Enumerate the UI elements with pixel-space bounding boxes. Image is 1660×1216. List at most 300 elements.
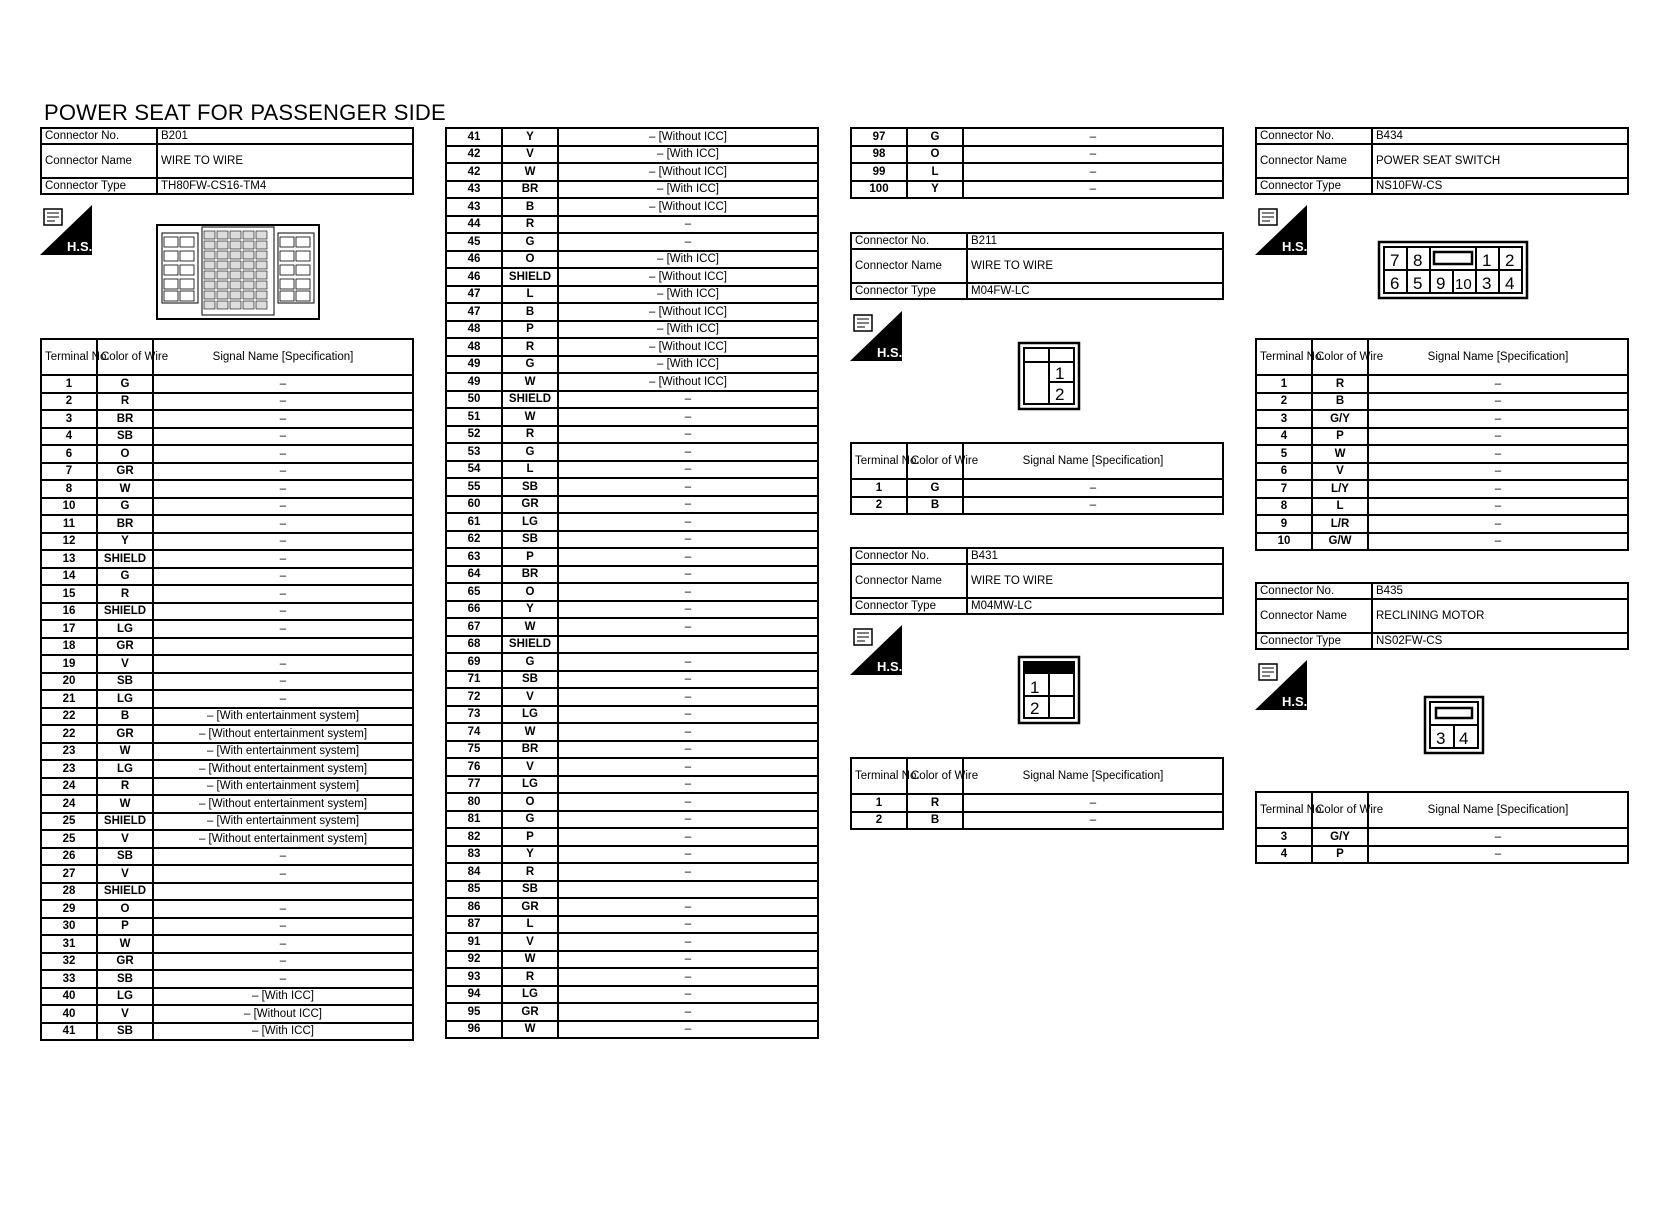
wire-color-cell: G [97, 568, 153, 586]
hs-label: H.S. [1282, 694, 1308, 709]
table-row [446, 793, 818, 811]
wire-color-cell: L [1312, 498, 1368, 516]
wire-color-cell: V [97, 655, 153, 673]
signal-name-cell: – [With ICC] [558, 356, 818, 374]
wire-color-cell: W [502, 373, 558, 391]
wire-color-cell: BR [502, 566, 558, 584]
terminal-no-cell: 61 [446, 513, 502, 531]
terminal-no-cell: 3 [1256, 828, 1312, 846]
signal-name-cell: – [1368, 445, 1628, 463]
table-row [41, 585, 413, 603]
signal-name-cell: – [Without entertainment system] [153, 795, 413, 813]
wire-color-cell: O [907, 146, 963, 164]
table-row [446, 478, 818, 496]
table-row [446, 513, 818, 531]
terminal-no-cell: 87 [446, 916, 502, 934]
wire-color-cell: Y [502, 846, 558, 864]
signal-name-cell: – [153, 848, 413, 866]
terminal-no-cell: 43 [446, 198, 502, 216]
table-row [446, 531, 818, 549]
table-row [446, 951, 818, 969]
wire-color-cell: B [907, 497, 963, 515]
table-row [446, 128, 818, 146]
table-row [41, 953, 413, 971]
wire-color-cell: G [907, 479, 963, 497]
signal-name-cell: – [1368, 828, 1628, 846]
signal-name-cell: – [558, 846, 818, 864]
wire-color-cell: SHIELD [502, 636, 558, 654]
terminal-no-cell: 96 [446, 1021, 502, 1039]
table-row [446, 1003, 818, 1021]
terminal-no-cell: 9 [1256, 515, 1312, 533]
table-row [41, 533, 413, 551]
table-row [41, 760, 413, 778]
terminal-no-cell: 64 [446, 566, 502, 584]
table-row [446, 163, 818, 181]
pin-label: 1 [1030, 678, 1040, 697]
table-row [446, 601, 818, 619]
signal-name-cell: – [153, 585, 413, 603]
wire-color-cell: G/Y [1312, 410, 1368, 428]
signal-name-cell: – [Without ICC] [558, 163, 818, 181]
terminal-no-cell: 45 [446, 233, 502, 251]
signal-name-cell: – [153, 568, 413, 586]
wire-color-cell: L/R [1312, 515, 1368, 533]
wire-color-cell: LG [502, 513, 558, 531]
b435-header [1255, 582, 1629, 650]
signal-name-cell: – [153, 690, 413, 708]
terminal-no-cell: 10 [1256, 533, 1312, 551]
table-row [1256, 445, 1628, 463]
table-row [851, 479, 1223, 497]
terminal-no-cell: 25 [41, 830, 97, 848]
signal-name-cell: – [With ICC] [153, 988, 413, 1006]
connector-no-label: Connector No. [1256, 583, 1372, 599]
table-row [446, 583, 818, 601]
signal-name-cell: – [With entertainment system] [153, 813, 413, 831]
signal-name-cell [558, 636, 818, 654]
signal-name-cell: – [558, 601, 818, 619]
terminal-no-cell: 81 [446, 811, 502, 829]
table-row [1256, 428, 1628, 446]
pin-label: 1 [1482, 251, 1492, 270]
terminal-no-cell: 16 [41, 603, 97, 621]
terminal-no-cell: 46 [446, 251, 502, 269]
wire-color-cell: GR [97, 953, 153, 971]
wire-color-cell: B [502, 303, 558, 321]
terminal-no-cell: 33 [41, 970, 97, 988]
signal-name-header: Signal Name [Specification] [963, 443, 1223, 479]
terminal-no-cell: 50 [446, 391, 502, 409]
table-row [446, 268, 818, 286]
wire-color-cell: Y [97, 533, 153, 551]
wire-color-cell: G [502, 653, 558, 671]
table-row [446, 706, 818, 724]
terminal-no-cell: 72 [446, 688, 502, 706]
color-of-wire-header: Color of Wire [907, 758, 963, 794]
signal-name-cell: – [558, 478, 818, 496]
table-row [446, 233, 818, 251]
terminal-no-cell: 99 [851, 163, 907, 181]
connector-no-value: B211 [967, 233, 1223, 249]
terminal-no-cell: 5 [1256, 445, 1312, 463]
table-row [41, 620, 413, 638]
signal-name-cell: – [558, 863, 818, 881]
table-row [41, 690, 413, 708]
connector-no-label: Connector No. [851, 233, 967, 249]
wire-color-cell: W [502, 408, 558, 426]
signal-name-cell: – [153, 428, 413, 446]
table-row [41, 935, 413, 953]
table-row [446, 146, 818, 164]
signal-name-cell: – [558, 968, 818, 986]
wire-color-cell: P [502, 548, 558, 566]
wire-color-cell: SHIELD [97, 550, 153, 568]
terminal-no-cell: 4 [41, 428, 97, 446]
signal-name-cell: – [With ICC] [558, 286, 818, 304]
terminal-no-cell: 47 [446, 286, 502, 304]
table-row [41, 778, 413, 796]
wire-color-cell: V [502, 933, 558, 951]
table-row [41, 375, 413, 393]
table-row [1256, 498, 1628, 516]
pin-label: 7 [1390, 251, 1400, 270]
wire-color-cell: SB [502, 531, 558, 549]
signal-name-cell: – [1368, 480, 1628, 498]
terminal-no-cell: 23 [41, 760, 97, 778]
wire-color-cell: GR [97, 638, 153, 656]
connector-no-value: B435 [1372, 583, 1628, 599]
wire-color-cell: O [502, 583, 558, 601]
color-of-wire-header: Color of Wire [1312, 339, 1368, 375]
connector-type-value: M04MW-LC [967, 598, 1223, 614]
b201-terminal-table-end [850, 127, 1224, 199]
pin-label: 3 [1436, 729, 1446, 748]
connector-name-value: WIRE TO WIRE [157, 144, 413, 178]
table-row [446, 251, 818, 269]
wire-color-cell: LG [97, 690, 153, 708]
terminal-no-cell: 67 [446, 618, 502, 636]
table-row [41, 428, 413, 446]
terminal-no-cell: 82 [446, 828, 502, 846]
terminal-no-cell: 94 [446, 986, 502, 1004]
signal-name-cell: – [Without ICC] [558, 338, 818, 356]
wire-color-cell: LG [502, 986, 558, 1004]
table-row [41, 970, 413, 988]
connector-type-value: M04FW-LC [967, 283, 1223, 299]
terminal-no-cell: 74 [446, 723, 502, 741]
table-row [41, 393, 413, 411]
signal-name-cell: – [558, 741, 818, 759]
wire-color-cell: G/W [1312, 533, 1368, 551]
connector-name-label: Connector Name [1256, 144, 1372, 178]
table-row [446, 373, 818, 391]
terminal-no-cell: 100 [851, 181, 907, 199]
signal-name-cell: – [153, 498, 413, 516]
table-row [446, 758, 818, 776]
table-row [851, 128, 1223, 146]
terminal-no-cell: 4 [1256, 428, 1312, 446]
table-row [446, 618, 818, 636]
signal-name-cell: – [558, 583, 818, 601]
table-row [446, 181, 818, 199]
connector-type-label: Connector Type [1256, 178, 1372, 194]
signal-name-cell: – [963, 812, 1223, 830]
wire-color-cell: R [97, 585, 153, 603]
wire-color-cell: P [1312, 428, 1368, 446]
signal-name-cell: – [Without ICC] [558, 373, 818, 391]
terminal-no-cell: 53 [446, 443, 502, 461]
table-row [41, 795, 413, 813]
wire-color-cell: W [502, 163, 558, 181]
wire-color-cell: SHIELD [502, 391, 558, 409]
wire-color-cell: SB [97, 848, 153, 866]
wire-color-cell: B [1312, 393, 1368, 411]
signal-name-cell: – [558, 426, 818, 444]
wire-color-cell: W [97, 480, 153, 498]
signal-name-cell: – [963, 181, 1223, 199]
signal-name-cell: – [558, 828, 818, 846]
wire-color-cell: Y [907, 181, 963, 199]
signal-name-cell: – [153, 533, 413, 551]
signal-name-cell: – [With entertainment system] [153, 743, 413, 761]
b201-connector-face-icon [156, 221, 320, 321]
table-row [41, 515, 413, 533]
table-row [851, 146, 1223, 164]
signal-name-cell: – [153, 375, 413, 393]
signal-name-cell: – [963, 794, 1223, 812]
table-row [446, 776, 818, 794]
table-row [446, 671, 818, 689]
pin-label: 6 [1390, 274, 1400, 293]
signal-name-cell: – [558, 758, 818, 776]
pin-label: 8 [1413, 251, 1423, 270]
signal-name-cell: – [558, 408, 818, 426]
table-row [446, 426, 818, 444]
wire-color-cell: W [502, 1021, 558, 1039]
terminal-no-cell: 8 [41, 480, 97, 498]
table-row [41, 900, 413, 918]
signal-name-cell: – [153, 463, 413, 481]
wire-color-cell: R [502, 426, 558, 444]
terminal-no-cell: 84 [446, 863, 502, 881]
terminal-no-cell: 2 [1256, 393, 1312, 411]
wire-color-cell: R [502, 216, 558, 234]
table-row [446, 846, 818, 864]
signal-name-cell: – [Without entertainment system] [153, 725, 413, 743]
signal-name-cell: – [558, 566, 818, 584]
table-row [41, 498, 413, 516]
table-row [1256, 480, 1628, 498]
wire-color-cell: O [97, 900, 153, 918]
wire-color-cell: LG [97, 988, 153, 1006]
table-row [41, 865, 413, 883]
signal-name-cell: – [With entertainment system] [153, 778, 413, 796]
signal-name-cell: – [Without ICC] [558, 198, 818, 216]
signal-name-cell: – [963, 163, 1223, 181]
terminal-no-cell: 73 [446, 706, 502, 724]
table-row [41, 725, 413, 743]
terminal-no-cell: 65 [446, 583, 502, 601]
table-row [41, 708, 413, 726]
table-row [41, 673, 413, 691]
table-row [41, 603, 413, 621]
table-row [1256, 463, 1628, 481]
wire-color-cell: R [97, 778, 153, 796]
terminal-no-cell: 41 [446, 128, 502, 146]
table-row [1256, 393, 1628, 411]
hs-label: H.S. [877, 345, 903, 360]
signal-name-cell: – [With ICC] [558, 321, 818, 339]
signal-name-cell: – [558, 461, 818, 479]
table-row [41, 883, 413, 901]
signal-name-cell: – [558, 653, 818, 671]
wire-color-cell: W [97, 743, 153, 761]
connector-type-value: TH80FW-CS16-TM4 [157, 178, 413, 194]
table-row [446, 356, 818, 374]
signal-name-cell: – [558, 216, 818, 234]
b211-header [850, 232, 1224, 300]
wire-color-cell: B [97, 708, 153, 726]
b431-terminal-table [850, 757, 1224, 830]
terminal-no-cell: 29 [41, 900, 97, 918]
pin-label: 2 [1030, 699, 1040, 718]
signal-name-cell: – [1368, 428, 1628, 446]
terminal-no-cell: 63 [446, 548, 502, 566]
wire-color-cell: Y [502, 601, 558, 619]
terminal-no-cell: 41 [41, 1023, 97, 1041]
table-row [446, 723, 818, 741]
signal-name-cell: – [558, 793, 818, 811]
connector-name-label: Connector Name [851, 249, 967, 283]
signal-name-cell: – [963, 146, 1223, 164]
connector-no-value: B201 [157, 128, 413, 144]
table-row [41, 988, 413, 1006]
connector-no-label: Connector No. [851, 548, 967, 564]
signal-name-cell: – [Without entertainment system] [153, 760, 413, 778]
wire-color-cell: L [502, 286, 558, 304]
wire-color-cell: W [502, 951, 558, 969]
wire-color-cell: L [907, 163, 963, 181]
signal-name-cell [558, 881, 818, 899]
wire-color-cell: R [1312, 375, 1368, 393]
terminal-no-cell: 51 [446, 408, 502, 426]
signal-name-cell: – [558, 671, 818, 689]
terminal-no-cell: 95 [446, 1003, 502, 1021]
table-row [41, 463, 413, 481]
b431-header [850, 547, 1224, 615]
terminal-no-cell: 91 [446, 933, 502, 951]
pin-label: 4 [1459, 729, 1469, 748]
connector-no-value: B431 [967, 548, 1223, 564]
signal-name-cell: – [153, 603, 413, 621]
terminal-no-cell: 40 [41, 1005, 97, 1023]
wire-color-cell: W [502, 723, 558, 741]
terminal-no-cell: 47 [446, 303, 502, 321]
hs-badge-icon [1255, 660, 1307, 710]
table-row [41, 1005, 413, 1023]
wire-color-cell: LG [97, 760, 153, 778]
table-row [851, 497, 1223, 515]
table-row [446, 1021, 818, 1039]
terminal-no-cell: 42 [446, 146, 502, 164]
b201-terminal-table-continued [445, 127, 819, 1039]
terminal-no-cell: 14 [41, 568, 97, 586]
b434-header [1255, 127, 1629, 195]
wire-color-cell: SB [502, 671, 558, 689]
terminal-no-cell: 2 [851, 497, 907, 515]
signal-name-cell: – [558, 531, 818, 549]
signal-name-cell: – [558, 898, 818, 916]
table-row [446, 461, 818, 479]
table-row [41, 638, 413, 656]
terminal-no-cell: 44 [446, 216, 502, 234]
terminal-no-cell: 48 [446, 321, 502, 339]
table-row [446, 443, 818, 461]
wire-color-cell: B [907, 812, 963, 830]
b201-header [40, 127, 414, 195]
hs-badge-icon [1255, 205, 1307, 255]
terminal-no-cell: 92 [446, 951, 502, 969]
connector-type-label: Connector Type [851, 598, 967, 614]
terminal-no-cell: 31 [41, 935, 97, 953]
signal-name-cell: – [963, 497, 1223, 515]
terminal-no-cell: 75 [446, 741, 502, 759]
connector-type-value: NS02FW-CS [1372, 633, 1628, 649]
signal-name-cell: – [1368, 375, 1628, 393]
b435-connector-face-icon [1424, 696, 1484, 754]
signal-name-cell: – [1368, 846, 1628, 864]
terminal-no-cell: 28 [41, 883, 97, 901]
hs-label: H.S. [67, 239, 93, 254]
signal-name-cell: – [153, 410, 413, 428]
terminal-no-cell: 85 [446, 881, 502, 899]
terminal-no-cell: 1 [851, 479, 907, 497]
signal-name-cell: – [558, 496, 818, 514]
terminal-no-cell: 49 [446, 356, 502, 374]
terminal-no-cell: 12 [41, 533, 97, 551]
wire-color-cell: G [502, 233, 558, 251]
terminal-no-cell: 10 [41, 498, 97, 516]
signal-name-cell: – [153, 918, 413, 936]
wire-color-cell: BR [502, 181, 558, 199]
table-row [851, 181, 1223, 199]
wire-color-cell: SB [97, 970, 153, 988]
signal-name-cell: – [153, 953, 413, 971]
wire-color-cell: V [97, 1005, 153, 1023]
wire-color-cell: LG [97, 620, 153, 638]
table-row [1256, 828, 1628, 846]
signal-name-cell: – [1368, 533, 1628, 551]
table-row [446, 916, 818, 934]
wire-color-cell: O [502, 793, 558, 811]
table-row [851, 812, 1223, 830]
table-row [1256, 375, 1628, 393]
terminal-no-cell: 15 [41, 585, 97, 603]
connector-type-value: NS10FW-CS [1372, 178, 1628, 194]
table-row [446, 198, 818, 216]
terminal-no-cell: 8 [1256, 498, 1312, 516]
wire-color-cell: R [502, 968, 558, 986]
terminal-no-cell: 86 [446, 898, 502, 916]
connector-no-label: Connector No. [1256, 128, 1372, 144]
signal-name-cell: – [With ICC] [153, 1023, 413, 1041]
wire-color-cell: V [502, 146, 558, 164]
wire-color-cell: SB [97, 1023, 153, 1041]
wire-color-cell: G [502, 356, 558, 374]
terminal-no-cell: 76 [446, 758, 502, 776]
wire-color-cell: W [97, 795, 153, 813]
